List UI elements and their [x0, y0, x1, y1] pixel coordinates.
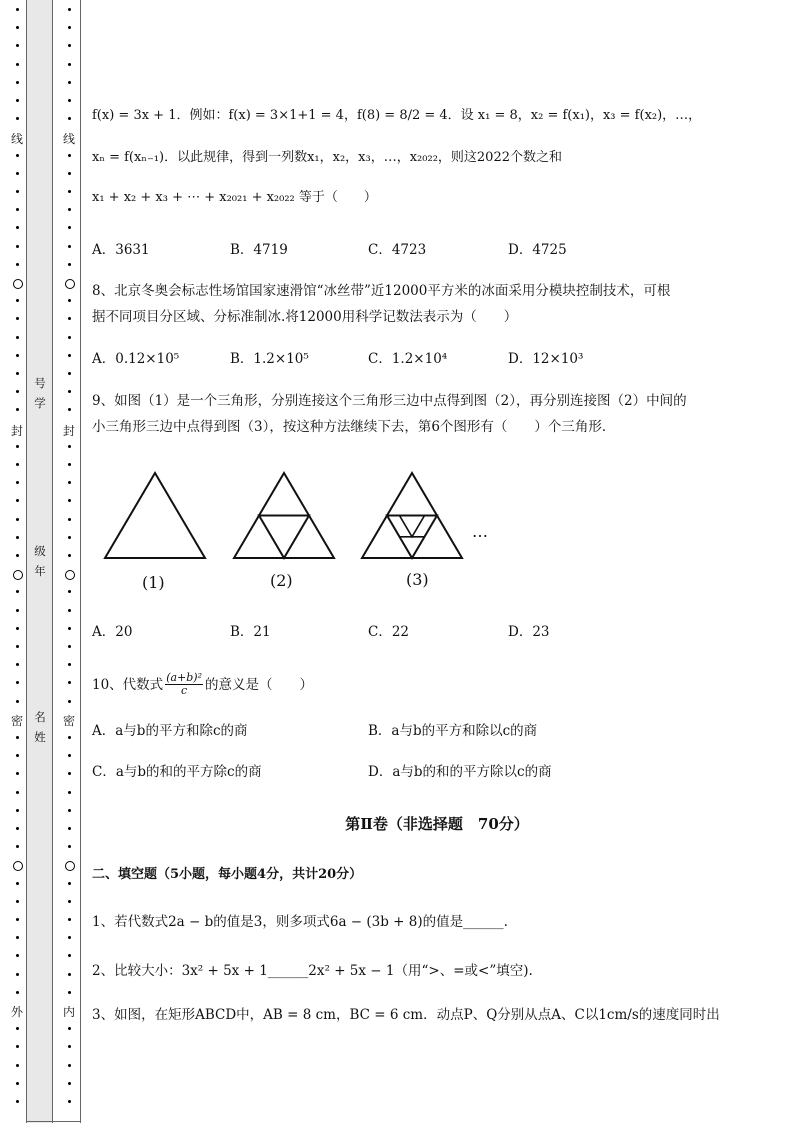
- seal-dot: [68, 154, 71, 157]
- inner-label-xian: 线: [62, 132, 75, 146]
- q8-option-d[interactable]: D．12×10³: [508, 351, 584, 367]
- seal-dot: [16, 590, 19, 593]
- binding-margin: [0, 0, 82, 1123]
- seal-dot: [68, 245, 71, 248]
- seal-dot: [68, 791, 71, 794]
- seal-dot: [68, 1027, 71, 1030]
- seal-dot: [16, 1082, 19, 1085]
- outer-label-feng: 封: [10, 424, 23, 438]
- seal-dot: [16, 26, 19, 29]
- q7-option-d[interactable]: D．4725: [508, 242, 567, 258]
- seal-dot: [16, 81, 19, 84]
- inner-label-mi: 密: [62, 714, 75, 728]
- fill-q1: 1、若代数式2a − b的值是3，则多项式6a − (3b + 8)的值是______.: [92, 914, 508, 930]
- seal-circle: [65, 279, 75, 289]
- seal-dot: [16, 536, 19, 539]
- q10-option-a[interactable]: A．a与b的平方和除c的商: [92, 723, 248, 739]
- seal-dot: [68, 226, 71, 229]
- outer-label-xian: 线: [10, 132, 23, 146]
- seal-dot: [16, 645, 19, 648]
- seal-dot: [68, 973, 71, 976]
- seal-dot: [16, 882, 19, 885]
- q9-option-c[interactable]: C．22: [368, 624, 410, 640]
- seal-dot: [68, 408, 71, 411]
- seal-dot: [68, 354, 71, 357]
- inner-label-feng: 封: [62, 424, 75, 438]
- info-label-grade: 级 年: [34, 544, 46, 578]
- seal-dot: [16, 390, 19, 393]
- seal-dot: [68, 645, 71, 648]
- seal-dot: [68, 736, 71, 739]
- seal-dot: [16, 936, 19, 939]
- seal-dot: [68, 63, 71, 66]
- fill-blank-heading: 二、填空题（5小题，每小题4分，共计20分）: [92, 867, 363, 882]
- seal-dot: [16, 63, 19, 66]
- seal-dot: [16, 463, 19, 466]
- seal-dot: [68, 299, 71, 302]
- seal-dot: [16, 481, 19, 484]
- seal-dot: [16, 1064, 19, 1067]
- q8-option-c[interactable]: C．1.2×10⁴: [368, 351, 448, 367]
- figure-1-caption: (1): [142, 573, 165, 592]
- seal-dot: [68, 681, 71, 684]
- seal-dot: [68, 44, 71, 47]
- figure-ellipsis: …: [472, 522, 488, 541]
- q9-option-d[interactable]: D．23: [508, 624, 550, 640]
- seal-dot: [68, 772, 71, 775]
- seal-dot: [68, 81, 71, 84]
- seal-dot: [68, 936, 71, 939]
- seal-dot: [16, 973, 19, 976]
- seal-dot: [16, 154, 19, 157]
- info-label-name: 名 姓: [34, 710, 46, 744]
- seal-dot: [16, 518, 19, 521]
- seal-dot: [16, 208, 19, 211]
- seal-dot: [16, 445, 19, 448]
- seal-dot: [16, 554, 19, 557]
- seal-dot: [16, 845, 19, 848]
- q10-option-c[interactable]: C．a与b的和的平方除c的商: [92, 764, 262, 780]
- margin-rule-bottom: [26, 1121, 80, 1122]
- figure-2-caption: (2): [270, 571, 293, 590]
- seal-dot: [68, 499, 71, 502]
- seal-dot: [68, 900, 71, 903]
- seal-dot: [68, 827, 71, 830]
- seal-dot: [68, 1100, 71, 1103]
- seal-dot: [68, 263, 71, 266]
- seal-dot: [68, 1082, 71, 1085]
- seal-dot: [16, 336, 19, 339]
- seal-dot: [16, 117, 19, 120]
- seal-dot: [16, 700, 19, 703]
- inner-label-nei: 内: [62, 1005, 75, 1019]
- q7-option-c[interactable]: C．4723: [368, 242, 427, 258]
- q10-option-d[interactable]: D．a与b的和的平方除以c的商: [368, 764, 552, 780]
- outer-label-mi: 密: [10, 714, 23, 728]
- seal-dot: [16, 791, 19, 794]
- q8-line2: 据不同项目分区域、分标准制冰.将12000用科学记数法表示为（ ）: [92, 309, 518, 325]
- figure-2-triangles: [234, 473, 334, 558]
- q7-line1: f(x) = 3x + 1．例如：f(x) = 3×1+1 = 4，f(8) = 8/2 = 4．设 x₁ = 8，x₂ = f(x₁)，x₃ = f(x₂)，…，: [92, 108, 702, 123]
- seal-dot: [16, 663, 19, 666]
- seal-dot: [68, 754, 71, 757]
- seal-dot: [68, 372, 71, 375]
- seal-dot: [16, 499, 19, 502]
- seal-dot: [68, 117, 71, 120]
- seal-dot: [16, 627, 19, 630]
- seal-dot: [68, 481, 71, 484]
- seal-dot: [16, 408, 19, 411]
- seal-dot: [68, 1064, 71, 1067]
- seal-circle: [65, 861, 75, 871]
- seal-dot: [16, 372, 19, 375]
- seal-dot: [68, 918, 71, 921]
- seal-dot: [68, 390, 71, 393]
- seal-dot: [68, 991, 71, 994]
- seal-dot: [16, 263, 19, 266]
- info-label-student-number: 号 学: [34, 376, 46, 410]
- q8-option-a[interactable]: A．0.12×10⁵: [92, 351, 180, 367]
- seal-dot: [16, 99, 19, 102]
- seal-dot: [68, 809, 71, 812]
- q7-option-a[interactable]: A．3631: [92, 242, 150, 258]
- seal-dot: [16, 245, 19, 248]
- seal-dot: [16, 681, 19, 684]
- seal-dot: [16, 190, 19, 193]
- seal-dot: [16, 172, 19, 175]
- seal-dot: [16, 736, 19, 739]
- seal-dot: [16, 226, 19, 229]
- q10-denominator: c: [181, 684, 188, 697]
- seal-dot: [16, 1045, 19, 1048]
- figure-1-triangle: [105, 473, 205, 558]
- seal-dot: [68, 536, 71, 539]
- q9-option-b[interactable]: B．21: [230, 624, 271, 640]
- seal-dot: [68, 554, 71, 557]
- seal-circle: [13, 570, 23, 580]
- seal-dot: [16, 609, 19, 612]
- seal-dot: [68, 882, 71, 885]
- seal-dot: [68, 954, 71, 957]
- fill-q3: 3、如图，在矩形ABCD中，AB = 8 cm，BC = 6 cm．动点P、Q分别从点A、C以1cm/s的速度同时出: [92, 1007, 720, 1023]
- seal-dot: [16, 809, 19, 812]
- figure-3-triangles: [362, 473, 462, 558]
- seal-dot: [68, 317, 71, 320]
- seal-dot: [16, 991, 19, 994]
- q10-stem: 10、代数式 $\frac{\text{(a+b)²}}{c}$ 的意义是（ ）: [92, 671, 313, 697]
- seal-dot: [68, 518, 71, 521]
- seal-dot: [68, 208, 71, 211]
- seal-dot: [16, 299, 19, 302]
- seal-dot: [68, 1045, 71, 1048]
- q7-line2: xₙ = f(xₙ₋₁)．以此规律，得到一列数x₁，x₂，x₃，…，x₂₀₂₂，则这2022个数之和: [92, 150, 562, 165]
- seal-dot: [68, 845, 71, 848]
- seal-dot: [16, 1100, 19, 1103]
- seal-dot: [68, 609, 71, 612]
- seal-dot: [16, 354, 19, 357]
- section-2-title: 第Ⅱ卷（非选择题 70分）: [345, 815, 529, 833]
- seal-dot: [68, 8, 71, 11]
- q10-option-b[interactable]: B．a与b的平方和除以c的商: [368, 723, 538, 739]
- figure-3-caption: (3): [406, 570, 429, 589]
- margin-rule-middle: [52, 0, 53, 1123]
- seal-dot: [68, 627, 71, 630]
- seal-dot: [16, 8, 19, 11]
- seal-dot: [68, 663, 71, 666]
- seal-circle: [65, 570, 75, 580]
- seal-dot: [68, 463, 71, 466]
- q10-fraction: [165, 672, 203, 697]
- seal-dot: [68, 172, 71, 175]
- seal-dot: [68, 700, 71, 703]
- seal-dot: [16, 1027, 19, 1030]
- q9-line2: 小三角形三边中点得到图（3），按这种方法继续下去，第6个图形有（ ）个三角形．: [92, 419, 616, 435]
- seal-dot: [68, 445, 71, 448]
- seal-dot: [16, 900, 19, 903]
- seal-dot: [68, 590, 71, 593]
- seal-dot: [68, 336, 71, 339]
- seal-dot: [68, 99, 71, 102]
- seal-circle: [13, 861, 23, 871]
- seal-dot: [16, 754, 19, 757]
- seal-dot: [68, 26, 71, 29]
- seal-dot: [16, 317, 19, 320]
- q7-line3: x₁ + x₂ + x₃ + ⋯ + x₂₀₂₁ + x₂₀₂₂ 等于（ ）: [92, 190, 377, 205]
- seal-dot: [16, 954, 19, 957]
- seal-dot: [16, 772, 19, 775]
- seal-dot: [16, 918, 19, 921]
- q9-option-a[interactable]: A．20: [92, 624, 133, 640]
- outer-label-wai: 外: [10, 1005, 23, 1019]
- margin-rule-right: [80, 0, 81, 1123]
- seal-dot: [16, 44, 19, 47]
- margin-rule-left: [26, 0, 27, 1123]
- seal-dot: [68, 190, 71, 193]
- seal-dot: [16, 827, 19, 830]
- q8-option-b[interactable]: B．1.2×10⁵: [230, 351, 309, 367]
- q9-line1: 9、如图（1）是一个三角形，分别连接这个三角形三边中点得到图（2），再分别连接图（2）中间的: [92, 393, 687, 409]
- q8-line1: 8、北京冬奥会标志性场馆国家速滑馆“冰丝带”近12000平方米的冰面采用分模块控制技术，可根: [92, 283, 671, 299]
- q10-numerator: (a+b)²: [166, 671, 202, 684]
- q7-option-b[interactable]: B．4719: [230, 242, 288, 258]
- fill-q2: 2、比较大小：3x² + 5x + 1______2x² + 5x − 1（用“>、=或<”填空).: [92, 963, 533, 979]
- seal-circle: [13, 279, 23, 289]
